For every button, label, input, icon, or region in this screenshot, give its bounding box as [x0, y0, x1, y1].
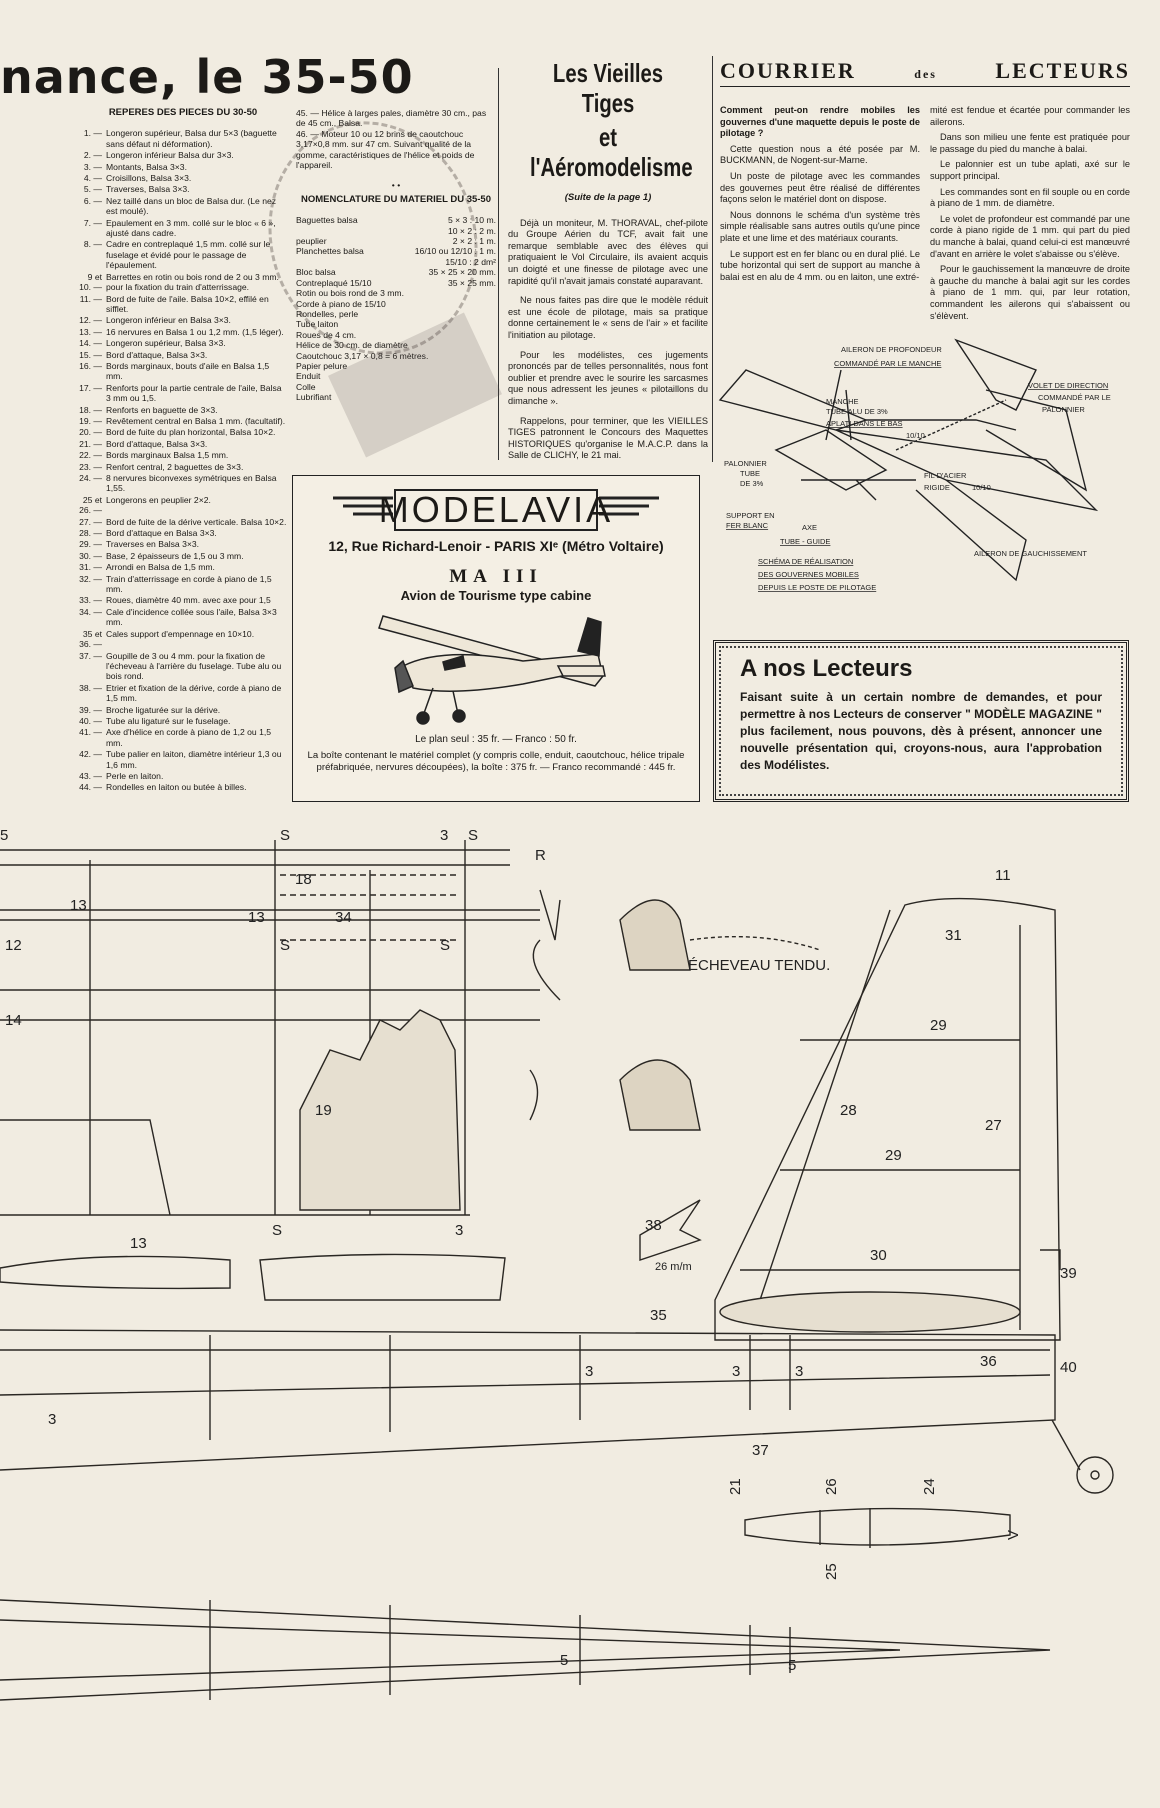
repere-number: 19. — [79, 415, 102, 426]
plan-label: 19 [315, 1102, 332, 1119]
repere-text: Bord d'attaque, Balsa 3×3. [106, 438, 208, 449]
repere-item [78, 361, 288, 382]
plan-label: 31 [945, 927, 962, 944]
nomenclature-row [296, 226, 496, 236]
box-title: A nos Lecteurs [740, 655, 913, 682]
courrier-col1 [720, 105, 920, 326]
repere-item [78, 239, 288, 270]
repere-item [78, 749, 288, 770]
repere-number: 12. — [79, 315, 102, 326]
diagram-label: APLATI DANS LE BAS [826, 419, 903, 428]
diagram-label: 10/10 [906, 431, 925, 440]
plan-label: 3 [795, 1363, 804, 1380]
nomenclature-row [296, 267, 496, 277]
reperes-title: REPERES DES PIECES DU 30-50 [108, 107, 258, 118]
repere-number: 25 et 26. — [79, 494, 102, 516]
repere-item [78, 539, 288, 549]
repere-text: Axe d'hélice en corde à piano de 1,2 ou 1,5 mm. [106, 727, 272, 748]
plan-label: ÉCHEVEAU TENDU. [688, 957, 831, 974]
repere-number: 9 et 10. — [79, 271, 102, 293]
repere-text: Bords marginaux Balsa 1,5 mm. [106, 450, 229, 461]
repere-item [296, 129, 496, 171]
repere-item [78, 517, 288, 527]
material: Baguettes balsa [296, 215, 358, 226]
nomenclature-row [296, 299, 496, 309]
repere-number: 46. — [296, 128, 319, 139]
repere-item [78, 462, 288, 472]
diagram-label: 10/10 [972, 483, 991, 492]
diagram-label: TUBE [740, 469, 761, 478]
quantity: 2 × 2 : 1 m. [452, 236, 496, 247]
repere-number: 32. — [79, 573, 102, 584]
plan-label: 5 [560, 1652, 569, 1669]
material: Papier pelure [296, 360, 348, 371]
plan-label: 25 [823, 1563, 840, 1580]
plan-label: 11 [995, 867, 1011, 884]
nose-block [620, 900, 690, 970]
repere-number: 28. — [79, 528, 102, 539]
plan-label: 37 [752, 1442, 769, 1459]
repere-number: 33. — [79, 595, 102, 606]
repere-text: 8 nervures biconvexes symétriques en Balsa 1,55. [106, 473, 277, 494]
courrier-paragraph: Dans son milieu une fente est pratiquée pour le passage du pied du manche à balai. [930, 132, 1130, 154]
repere-item [78, 150, 288, 160]
material: Hélice de 30 cm. de diamètre [296, 340, 408, 351]
plan-label: 30 [870, 1247, 887, 1264]
plan-label: 3 [732, 1363, 741, 1380]
plan-label: S [280, 937, 291, 954]
plan-label: 3 [585, 1363, 594, 1380]
plan-label: 40 [1060, 1359, 1077, 1376]
repere-number: 44. — [79, 782, 102, 793]
diagram-label: AXE [802, 523, 818, 532]
repere-number: 39. — [79, 704, 102, 715]
plan-label: 13 [248, 909, 265, 926]
repere-item [78, 383, 288, 404]
nomenclature-row [296, 246, 496, 256]
diagram-label: AILERON DE PROFONDEUR [841, 345, 942, 354]
repere-item [78, 705, 288, 715]
nose-block-2 [620, 1060, 700, 1130]
courrier-paragraph: Nous donnons le schéma d'un système très simple réalisable sans autres outils qu'une pince plate et une lime et des matériaux courants. [720, 209, 920, 243]
plan-label: 29 [885, 1147, 902, 1164]
box-text: Faisant suite à un certain nombre de demandes, et pour permettre à nos Lecteurs de conserver " MODÈLE MAGAZINE " plus facilement, nous pouvons, dès à présent, annoncer une nouvelle présentation qui, croyons-nous, aura l'approbation des Modélistes. [740, 690, 1102, 772]
quantity: 35 × 25 × 20 mm. [428, 267, 496, 278]
diagram-label: PALONNIER [724, 459, 767, 468]
repere-text: Renforts pour la partie centrale de l'aile, Balsa 3 mm ou 1,5. [106, 382, 282, 404]
courrier-paragraph: Les commandes sont en fil souple ou en corde à piano de 1 mm. de diamètre. [930, 186, 1130, 209]
courrier-title-left: COURRIER [720, 58, 856, 83]
stab-rib [745, 1509, 1010, 1545]
repere-number: 27. — [79, 516, 102, 527]
repere-number: 42. — [79, 749, 102, 760]
diagram-label: TUBE ALU DE 3% [826, 407, 888, 416]
repere-number: 40. — [79, 715, 102, 726]
repere-item [78, 450, 288, 460]
repere-text: Longerons en peuplier 2×2. [106, 494, 211, 505]
repere-item [78, 162, 288, 172]
article-paragraph: Déjà un moniteur, M. THORAVAL, chef-pilote du Groupe Aérien du TCF, avait fait une remarque semblable avec des élèves qui pratiquaient le Vol Circulaire, ils avaient acquis un doigté et une finesse de pilotage avec une rapidité qu'il n'avait jamais constaté auparavant. [508, 217, 708, 286]
repere-item [78, 218, 288, 239]
plan-label: 36 [980, 1353, 997, 1370]
diagram-label: FIL D'ACIER [924, 471, 967, 480]
repere-item [78, 782, 288, 792]
plan-label: 27 [985, 1117, 1002, 1134]
repere-text: Renfort central, 2 baguettes de 3×3. [106, 461, 244, 472]
quantity: 15/10 : 2 dm² [445, 256, 496, 267]
repere-text: Etrier et fixation de la dérive, corde à piano de 1,5 mm. [106, 682, 282, 704]
repere-number: 4. — [83, 173, 102, 184]
repere-text: Tube alu ligaturé sur le fuselage. [106, 715, 231, 726]
repere-text: Montants, Balsa 3×3. [106, 161, 187, 172]
repere-text: Traverses en Balsa 3×3. [106, 539, 200, 550]
repere-number: 23. — [79, 461, 102, 472]
repere-number: 5. — [83, 184, 102, 195]
repere-number: 16. — [79, 360, 102, 371]
plan-label: 34 [335, 909, 352, 926]
repere-item [78, 551, 288, 561]
repere-number: 15. — [79, 349, 102, 360]
plan-label: S [468, 827, 479, 844]
repere-number: 31. — [79, 562, 102, 573]
ad-price: Le plan seul : 35 fr. — Franco : 50 fr. [415, 734, 577, 745]
plan-label: R [535, 847, 546, 864]
dots-separator: • • [391, 180, 401, 191]
repere-number: 37. — [79, 650, 102, 661]
repere-text: Cadre en contreplaqué 1,5 mm. collé sur le fuselage et évidé pour le passage de l'épaulement. [106, 239, 271, 271]
repere-text: Longeron inférieur en Balsa 3×3. [106, 315, 231, 326]
wing-profile [0, 1256, 230, 1288]
repere-text: Renforts en baguette de 3×3. [106, 404, 218, 415]
fuselage-top [0, 1600, 1050, 1700]
plan-label: S [272, 1222, 283, 1239]
repere-text: Epaulement en 3 mm. collé sur le bloc « 6 », ajusté dans cadre. [106, 217, 276, 239]
plan-label: 38 [645, 1217, 662, 1234]
divider [712, 56, 713, 462]
diagram-label: COMMANDÉ PAR LE MANCHE [834, 359, 942, 368]
repere-number: 3. — [83, 161, 102, 172]
plan-label: 13 [130, 1235, 147, 1252]
repere-item [78, 495, 288, 516]
repere-item [78, 683, 288, 704]
plan-label: V [1005, 1529, 1022, 1540]
courrier-paragraph: Pour le gauchissement la manœuvre de droite à gauche du manche à balai agit sur les cordes à piano de 1 mm. qui, par leur rotation, commandent les ailerons qui s'abaissent ou s'élèvent. [930, 264, 1130, 321]
repere-text: Hélice à larges pales, diamètre 30 cm., pas de 45 cm., Balsa. [296, 108, 487, 129]
repere-number: 8. — [83, 239, 102, 250]
article-paragraph: Rappelons, pour terminer, que les VIEILLES TIGES patronnent le Concours des Maquettes HISTORIQUES qu'organise le M.A.C.P. dans la Salle de CLICHY, le 21 mai. [508, 415, 708, 461]
repere-item [78, 574, 288, 595]
courrier-title [720, 58, 1130, 87]
repere-text: Cale d'incidence collée sous l'aile, Balsa 3×3 mm. [106, 606, 277, 628]
repere-item [78, 315, 288, 325]
wing-profile-center [260, 1254, 505, 1300]
repere-text: Traverses, Balsa 3×3. [106, 184, 190, 195]
plan-label: 3 [440, 827, 449, 844]
courrier-paragraph: Le palonnier est un tube aplati, axé sur le support principal. [930, 159, 1130, 181]
diagram-label: DES GOUVERNES MOBILES [758, 570, 859, 579]
ad-box-price: La boîte contenant le matériel complet (y compris colle, enduit, caoutchouc, hélice tripale préfabriquée, nervures découpées), la boîte : 375 fr. — Franco recommandé : 445 fr. [307, 750, 685, 773]
courrier-des-lecteurs [720, 58, 1130, 326]
plane-illustration [373, 606, 613, 731]
article-paragraph: Ne nous faites pas dire que le modèle réduit est une école de pilotage, mais sa pratique donne certainement le « sens de l'air » et facilite l'initiation au pilotage. [508, 295, 708, 340]
repere-text: Arrondi en Balsa de 1,5 mm. [106, 562, 215, 573]
aileron-outline [916, 480, 1026, 580]
repere-number: 2. — [83, 150, 102, 161]
repere-item [78, 528, 288, 538]
repere-item [296, 108, 496, 129]
repere-item [78, 128, 288, 149]
repere-number: 6. — [83, 195, 102, 206]
plan-label: 13 [70, 897, 87, 914]
courrier-col2 [930, 105, 1130, 326]
material: Planchettes balsa [296, 246, 364, 257]
repere-number: 29. — [79, 539, 102, 550]
reperes-list [78, 128, 288, 792]
plane-fin [578, 618, 601, 656]
vieilles-tiges-article [508, 58, 708, 470]
repere-number: 41. — [79, 727, 102, 738]
repere-text: Tube palier en laiton, diamètre intérieur 1,3 ou 1,6 mm. [106, 749, 282, 770]
article-paragraph: Pour les modélistes, ces jugements prononcés par de telles personnalités, nous font oublier et prendre avec le sourire les sarcasmes que nous adressent les jeunes « pilotaillons du dimanche ». [508, 349, 708, 406]
repere-text: 16 nervures en Balsa 1 ou 1,2 mm. (1,5 léger). [106, 326, 284, 337]
diagram-label: SCHÉMA DE RÉALISATION [758, 557, 854, 566]
hook-detail [533, 890, 560, 1000]
repere-text: Bord d'attaque en Balsa 3×3. [106, 528, 217, 539]
plan-label: 39 [1060, 1265, 1077, 1282]
repere-text: Barrettes en rotin ou bois rond de 2 ou 3 mm. pour la fixation du train d'atterrissage. [106, 271, 279, 293]
material: Bloc balsa [296, 267, 336, 278]
ad-model: MA III [449, 566, 543, 587]
courrier-title-right: LECTEURS [995, 58, 1130, 83]
headline: nance, le 35-50 [0, 50, 414, 104]
repere-text: Longeron inférieur Balsa dur 3×3. [106, 150, 234, 161]
repere-text: Base, 2 épaisseurs de 1,5 ou 3 mm. [106, 550, 244, 561]
repere-item [78, 727, 288, 748]
nomenclature-row [296, 215, 496, 225]
repere-item [78, 651, 288, 682]
repere-text: Nez taillé dans un bloc de Balsa dur. (Le nez est moulé). [106, 195, 277, 217]
repere-item [78, 405, 288, 415]
repere-text: Longeron supérieur, Balsa dur 5×3 (baguette sans défaut ni déformation). [106, 128, 277, 149]
diagram-label: FER BLANC [726, 521, 769, 530]
controls-diagram [716, 330, 1146, 630]
repere-number: 13. — [79, 326, 102, 337]
diagram-label: SUPPORT EN [726, 511, 775, 520]
plan-label: 3 [455, 1222, 464, 1239]
repere-text: Perle en laiton. [106, 770, 164, 781]
repere-number: 30. — [79, 550, 102, 561]
material: Tube laiton [296, 319, 339, 330]
repere-number: 35 et 36. — [79, 628, 102, 650]
diagram-label: COMMANDÉ PAR LE [1038, 393, 1111, 402]
repere-number: 1. — [83, 128, 102, 139]
material: Rotin ou bois rond de 3 mm. [296, 288, 404, 299]
nomenclature-row [296, 278, 496, 288]
plan-label: 12 [5, 937, 22, 954]
repere-number: 38. — [79, 682, 102, 693]
repere-item [78, 562, 288, 572]
material: Enduit [296, 371, 321, 382]
material: Roues de 4 cm. [296, 329, 357, 340]
repere-item [78, 350, 288, 360]
repere-item [78, 607, 288, 628]
material: Caoutchouc 3,17 × 0,8 = 6 mètres. [296, 350, 429, 361]
repere-number: 45. — [296, 108, 319, 118]
nomenclature-row [296, 257, 496, 267]
courrier-question: Comment peut-on rendre mobiles les gouvernes d'une maquette depuis le poste de pilotage ? [720, 105, 920, 139]
plan-label: 26 [823, 1478, 840, 1495]
repere-text: Longeron supérieur, Balsa 3×3. [106, 338, 226, 349]
courrier-title-mid: des [914, 67, 937, 81]
repere-item [78, 272, 288, 293]
repere-text: Bords marginaux, bouts d'aile en Balsa 1,5 mm. [106, 360, 270, 382]
repere-text: Roues, diamètre 40 mm. avec axe pour 1,5 [106, 595, 271, 606]
material: Contreplaqué 15/10 [296, 277, 372, 288]
fuselage-side [0, 1330, 1113, 1493]
ad-type: Avion de Tourisme type cabine [400, 588, 592, 603]
repere-number: 17. — [79, 382, 102, 393]
repere-text: Bord de fuite du plan horizontal, Balsa 10×2. [106, 427, 276, 438]
diagram-label: AILERON DE GAUCHISSEMENT [974, 549, 1087, 558]
repere-number: 14. — [79, 338, 102, 349]
repere-number: 34. — [79, 606, 102, 617]
diagram-label: TUBE - GUIDE [780, 537, 831, 546]
material: Lubrifiant [296, 392, 332, 403]
plan-label: 18 [295, 871, 312, 888]
repere-number: 18. — [79, 404, 102, 415]
plan-label: S [440, 937, 451, 954]
repere-number: 24. — [79, 473, 102, 483]
plan-label: 5 [0, 827, 9, 844]
repere-text: Rondelles en laiton ou butée à billes. [106, 782, 247, 793]
reperes-column [78, 108, 288, 794]
diagram-label: DE 3% [740, 479, 764, 488]
aircraft-plan [0, 820, 1160, 1808]
article-title-line1: Les Vieilles Tiges [552, 58, 664, 118]
plan-label: 21 [727, 1478, 744, 1495]
nomenclature-row [296, 236, 496, 246]
repere-item [78, 294, 288, 315]
repere-item [78, 716, 288, 726]
repere-number: 20. — [79, 427, 102, 438]
material: Rondelles, perle [296, 308, 359, 319]
repere-item [78, 427, 288, 437]
diagram-label: RIGIDE [924, 483, 950, 492]
repere-number: 43. — [79, 770, 102, 781]
plan-label: 14 [5, 1012, 22, 1029]
repere-text: Revêtement central en Balsa 1 mm. (facultatif). [106, 415, 286, 426]
courrier-paragraph: Le volet de profondeur est commandé par une corde à piano rigide de 1 mm. qui part du pied du manche à balai, quand celui-ci est manœuvré d'avant en arrière le volet s'abaisse ou s'élève. [930, 213, 1130, 259]
repere-number: 21. — [79, 438, 102, 449]
material: Corde à piano de 15/10 [296, 298, 386, 309]
a-nos-lecteurs-box [713, 640, 1129, 802]
repere-text: Train d'atterrissage en corde à piano de 1,5 mm. [106, 573, 272, 595]
plan-label: S [280, 827, 291, 844]
divider [498, 68, 499, 460]
nomenclature-row [296, 288, 496, 298]
courrier-paragraph: Cette question nous a été posée par M. BUCKMANN, de Nogent-sur-Marne. [720, 143, 920, 166]
repere-text: Bord de fuite de l'aile. Balsa 10×2, effilé en sifflet. [106, 293, 269, 314]
diagram-label: DEPUIS LE POSTE DE PILOTAGE [758, 583, 877, 592]
repere-number: 22. — [79, 450, 102, 461]
ad-address: 12, Rue Richard-Lenoir - PARIS XIᵉ (Métro Voltaire) [328, 538, 664, 554]
courrier-paragraph: Un poste de pilotage avec les commandes des gouvernes peut être réalisé de différentes façons selon le matériel dont on dispose. [720, 170, 920, 205]
repere-text: Broche ligaturée sur la dérive. [106, 704, 221, 715]
plan-label: 5 [788, 1657, 797, 1674]
repere-item [78, 771, 288, 781]
article-subtitle: (Suite de la page 1) [564, 192, 652, 203]
quantity: 35 × 25 mm. [447, 277, 496, 288]
quantity: 5 × 3 : 10 m. [447, 215, 496, 226]
courrier-paragraph: Le support est en fer blanc ou en dural plié. Le tube horizontal qui sert de support au manche à balai est en alu de 4 mm. ou en laiton, une extré- [720, 248, 920, 282]
plan-label: 26 m/m [655, 1261, 692, 1273]
repere-item [78, 416, 288, 426]
plan-label: 3 [48, 1411, 57, 1428]
modelavia-advert [292, 475, 700, 802]
repere-text: Bord de fuite de la dérive verticale. Balsa 10×2. [106, 516, 287, 527]
plan-label: 28 [840, 1102, 857, 1119]
plan-label: 35 [650, 1307, 667, 1324]
repere-item [78, 327, 288, 337]
repere-item [78, 196, 288, 217]
logo-text: MODELAVIA [378, 489, 614, 530]
plan-label: 29 [930, 1017, 947, 1034]
diagram-label: PALONNIER [1042, 405, 1085, 414]
repere-item [78, 338, 288, 348]
repere-number: 11. — [79, 293, 102, 304]
courrier-paragraph: mité est fendue et écartée pour commander les ailerons. [930, 105, 1130, 127]
repere-item [78, 473, 288, 494]
repere-number: 7. — [83, 217, 102, 228]
quantity: 10 × 2 : 2 m. [447, 225, 496, 236]
article-title-line2: et l'Aéromodelisme [530, 122, 693, 182]
diagram-label: VOLET DE DIRECTION [1028, 381, 1109, 390]
plan-label: 24 [921, 1478, 938, 1495]
nomenclature-title: NOMENCLATURE DU MATERIEL DU 35-50 [300, 193, 491, 205]
diagram-label: MANCHE [826, 397, 859, 406]
repere-text: Croisillons, Balsa 3×3. [106, 173, 192, 184]
material: peuplier [296, 236, 327, 247]
repere-item [78, 629, 288, 650]
material: Colle [296, 381, 316, 392]
repere-text: Cales support d'empennage en 10×10. [106, 628, 255, 639]
repere-text: Goupille de 3 ou 4 mm. pour la fixation de l'écheveau à l'arrière du fuselage. Tube alu ou bois rond. [106, 650, 282, 682]
repere-item [78, 173, 288, 183]
parts-continued [296, 108, 496, 170]
repere-item [78, 595, 288, 605]
repere-text: Bord d'attaque, Balsa 3×3. [106, 349, 208, 360]
modelavia-logo [333, 486, 659, 534]
rubber-skein [690, 937, 820, 950]
repere-text: Moteur 10 ou 12 brins de caoutchouc 3,17×0,8 mm. sur 47 cm. Suivant qualité de la gomme, caractéristiques de l'hélice et poids de l'appareil. [296, 128, 475, 171]
repere-item [78, 439, 288, 449]
quantity: 16/10 ou 12/10 : 1 m. [414, 246, 496, 257]
repere-item [78, 184, 288, 194]
